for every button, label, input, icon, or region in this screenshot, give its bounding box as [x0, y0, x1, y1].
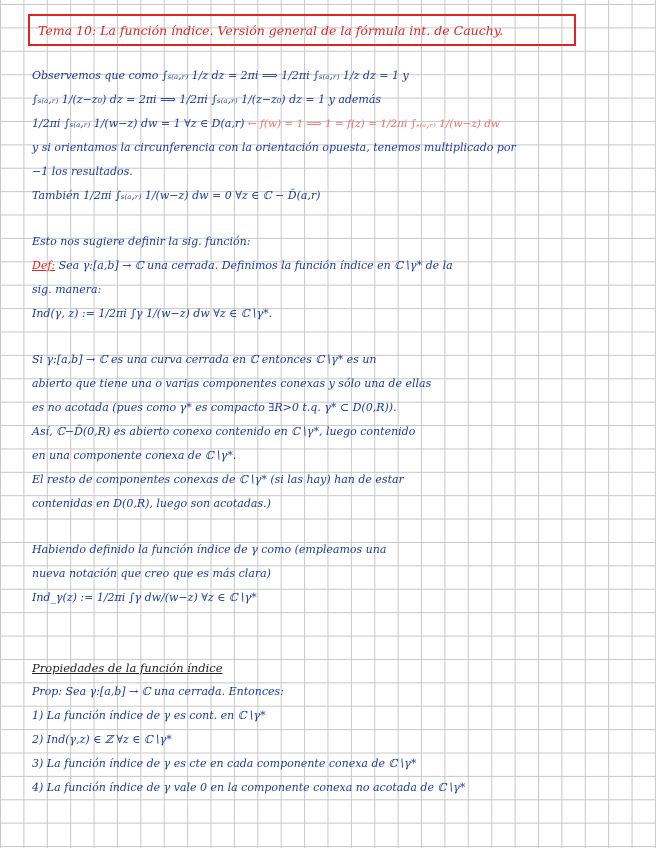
property-item-1: 1) La función índice de γ es cont. en ℂ∖γ*	[32, 709, 266, 722]
intro-line-1: Observemos que como ∫ₛ₍ₐ,ᵣ₎ 1/z dz = 2πi ⟹ 1/2πi ∫ₛ₍ₐ,ᵣ₎ 1/z dz = 1 y	[32, 69, 409, 82]
notation-line-2: nueva notación que creo que es más clara)	[32, 567, 271, 580]
properties-proposition: Prop: Sea γ:[a,b] → ℂ una cerrada. Entonces:	[32, 685, 284, 698]
page-title: Tema 10: La función índice. Versión general de la fórmula int. de Cauchy.	[28, 14, 576, 46]
properties-heading: Propiedades de la función índice	[32, 661, 223, 675]
definition-label: Def:	[32, 259, 56, 272]
remark-line-1: Si γ:[a,b] → ℂ es una curva cerrada en ℂ entonces ℂ∖γ* es un	[32, 353, 377, 366]
intro-line-2: ∫ₛ₍ₐ,ᵣ₎ 1/(z−z₀) dz = 2πi ⟹ 1/2πi ∫ₛ₍ₐ,ᵣ₎ 1/(z−z₀) dz = 1 y además	[32, 93, 382, 106]
remark-line-7: contenidas en D(0,R), luego son acotadas.)	[32, 497, 271, 510]
definition-lead: Esto nos sugiere definir la sig. función:	[32, 235, 251, 248]
remark-line-2: abierto que tiene una o varias componentes conexas y sólo una de ellas	[32, 377, 432, 390]
intro-line-4: y si orientamos la circunferencia con la orientación opuesta, tenemos multiplicado por	[32, 141, 516, 154]
remark-line-4: Así, ℂ−D̄(0,R) es abierto conexo contenido en ℂ∖γ*, luego contenido	[32, 425, 416, 438]
property-item-4: 4) La función índice de γ vale 0 en la componente conexa no acotada de ℂ∖γ*	[32, 781, 466, 794]
notation-line-1: Habiendo definido la función índice de γ como (empleamos una	[32, 543, 387, 556]
intro-line-3a: 1/2πi ∫ₛ₍ₐ,ᵣ₎ 1/(w−z) dw = 1 ∀z ∈ D(a,r)	[32, 117, 245, 130]
intro-line-3b: ← f(w) = 1 ⟹ 1 = f(z) = 1/2πi ∫ₛ₍ₐ,ᵣ₎ 1/(w−z) dw	[247, 118, 500, 130]
notation-formula: Ind_γ(z) := 1/2πi ∫γ dw/(w−z) ∀z ∈ ℂ∖γ*	[32, 591, 257, 604]
intro-line-5: −1 los resultados.	[32, 165, 133, 178]
definition-line-1	[32, 258, 453, 274]
definition-line-2: sig. manera:	[32, 283, 102, 296]
definition-text: Sea γ:[a,b] → ℂ una cerrada. Definimos la función índice en ℂ∖γ* de la	[55, 259, 453, 272]
intro-line-3	[32, 116, 500, 132]
property-item-3: 3) La función índice de γ es cte en cada componente conexa de ℂ∖γ*	[32, 757, 417, 770]
intro-line-6: También 1/2πi ∫ₛ₍ₐ,ᵣ₎ 1/(w−z) dw = 0 ∀z ∈ ℂ − D̄(a,r)	[32, 189, 321, 202]
remark-line-5: en una componente conexa de ℂ∖γ*.	[32, 449, 237, 462]
remark-line-3: es no acotada (pues como γ* es compacto ∃R>0 t.q. γ* ⊂ D(0,R)).	[32, 401, 397, 414]
remark-line-6: El resto de componentes conexas de ℂ∖γ* (si las hay) han de estar	[32, 473, 404, 486]
definition-formula: Ind(γ, z) := 1/2πi ∫γ 1/(w−z) dw ∀z ∈ ℂ∖γ*.	[32, 307, 273, 320]
property-item-2: 2) Ind(γ,z) ∈ ℤ ∀z ∈ ℂ∖γ*	[32, 733, 172, 746]
